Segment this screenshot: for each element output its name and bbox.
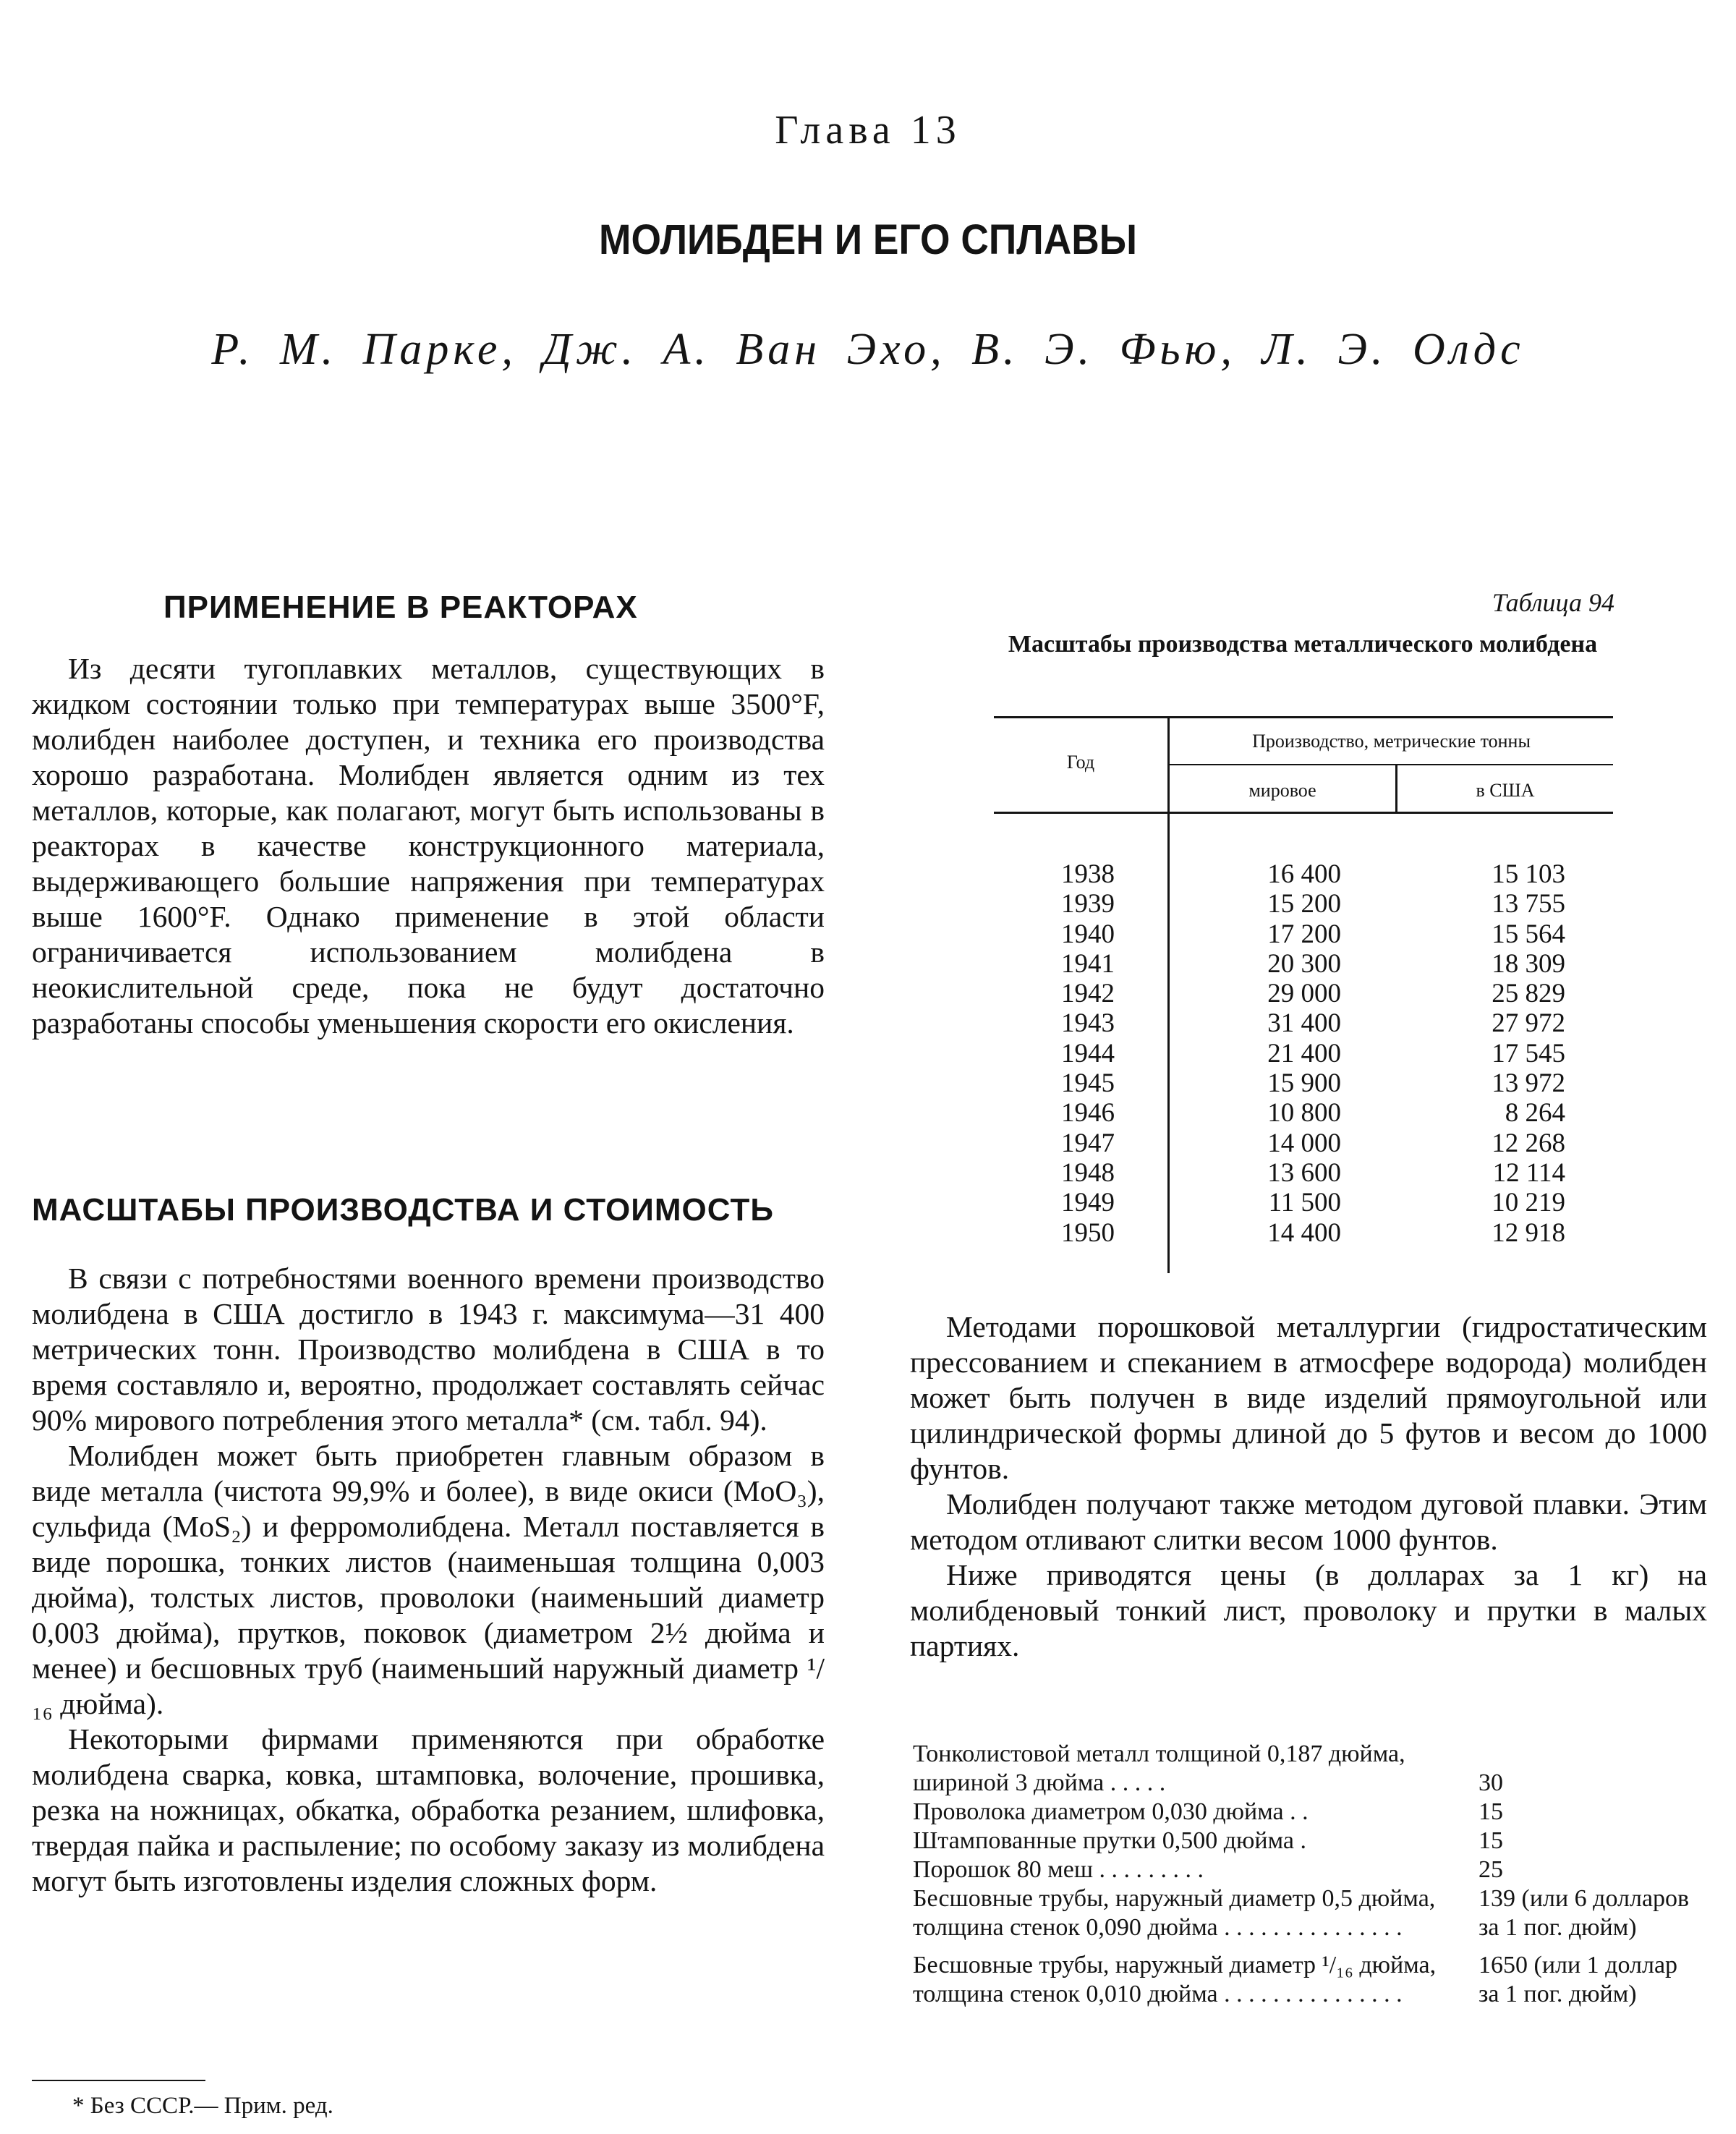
chapter-number: Глава 13: [775, 108, 961, 153]
table-cell-world: 16 400: [1267, 859, 1341, 889]
table-cell-world: 17 200: [1267, 919, 1341, 949]
table-cell-usa: 8 264: [1505, 1098, 1565, 1128]
price-item: Бесшовные трубы, наружный диаметр 0,5 дюйма, толщина стенок 0,090 дюйма . . . . . . . . . . . . . . .: [913, 1885, 1436, 1941]
table-cell-usa: 12 918: [1492, 1217, 1565, 1248]
table-cell-world: 31 400: [1267, 1008, 1341, 1039]
price-row: [913, 1884, 1709, 1942]
price-list: [913, 1740, 1709, 2009]
table-cell-world: 10 800: [1267, 1098, 1341, 1128]
table-cell-usa: 25 829: [1492, 979, 1565, 1009]
table-rule-header: [994, 812, 1613, 814]
price-value: 15: [1478, 1827, 1503, 1854]
price-row: [913, 1827, 1709, 1855]
table-cell-year: 1941: [1061, 948, 1115, 979]
table-cell-world: 20 300: [1267, 948, 1341, 979]
table-cell-usa: 15 103: [1492, 859, 1565, 889]
price-item: Штампованные прутки 0,500 дюйма .: [913, 1827, 1306, 1854]
table-cell-year: 1949: [1061, 1188, 1115, 1218]
table-cell-usa: 13 972: [1492, 1068, 1565, 1099]
column-header-year: Год: [1066, 752, 1095, 773]
footnote: * Без СССР.— Прим. ред.: [72, 2093, 333, 2119]
table-cell-world: 15 900: [1267, 1068, 1341, 1099]
paragraph: Молибден может быть приобретен главным образом в виде металла (чистота 99,9% и более), в виде окиси (MoO₃), сульфида (MoS₂) и ферромолибдена. Металл поставляется в виде порошка, тонких листов (наименьшая толщина 0,003 дюйма), толстых листов, проволоки (наименьший диаметр 0,003 дюйма), прутков, поковок (диаметром 2½ дюйма и менее) и бесшовных труб (наименьший наружный диаметр ¹/₁₆ дюйма).: [32, 1439, 825, 1720]
table-cell-world: 11 500: [1268, 1188, 1341, 1218]
section-production-body: [32, 1261, 825, 1899]
price-item: Тонколистовой металл толщиной 0,187 дюйма, шириной 3 дюйма . . . . .: [913, 1740, 1405, 1796]
table-cell-world: 14 400: [1267, 1217, 1341, 1248]
paragraph: Из десяти тугоплавких металлов, существующих в жидком состоянии только при температурах выше 3500°F, молибден наиболее доступен, и техника его производства хорошо разработана. Молибден является одним из тех металлов, которые, как полагают, могут быть использованы в реакторах в качестве конструкционного материала, выдерживающего большие напряжения при температурах выше 1600°F. Однако применение в этой области ограничивается использованием молибдена в неокислительной среде, пока не будут достаточно разработаны способы уменьшения скорости его окисления.: [32, 652, 825, 1040]
price-row: [913, 1740, 1709, 1798]
price-row: [913, 1798, 1709, 1827]
price-value: 30: [1478, 1769, 1503, 1796]
paragraph: Некоторыми фирмами применяются при обработке молибдена сварка, ковка, штамповка, волочение, прошивка, резка на ножницах, обкатка, обработка резанием, шлифовка, твердая пайка и распыление; по особому заказу из молибдена могут быть изготовлены изделия сложных форм.: [32, 1722, 825, 1897]
table-cell-year: 1942: [1061, 979, 1115, 1009]
section-reactors-body: [32, 651, 825, 1041]
table-cell-usa: 27 972: [1492, 1008, 1565, 1039]
price-value: 15: [1478, 1798, 1503, 1825]
table-cell-year: 1938: [1061, 859, 1115, 889]
table-cell-usa: 12 268: [1492, 1128, 1565, 1158]
table-cell-year: 1948: [1061, 1157, 1115, 1188]
table-cell-year: 1950: [1061, 1217, 1115, 1248]
column-header-usa: в США: [1476, 780, 1535, 801]
price-item: Проволока диаметром 0,030 дюйма . .: [913, 1798, 1309, 1825]
table-cell-world: 29 000: [1267, 979, 1341, 1009]
world-column: [1211, 859, 1341, 1248]
table-cell-year: 1940: [1061, 919, 1115, 949]
table-cell-world: 14 000: [1267, 1128, 1341, 1158]
table-cell-world: 15 200: [1267, 889, 1341, 919]
price-value: 1650 (или 1 доллар за 1 пог. дюйм): [1478, 1952, 1678, 2007]
paragraph: Ниже приводятся цены (в долларах за 1 кг) на молибденовый тонкий лист, проволоку и прутки в малых партиях.: [910, 1558, 1707, 1662]
paragraph: В связи с потребностями военного времени производство молибдена в США достигло в 1943 г. максимума—31 400 метрических тонн. Производство молибдена в США в то время составляло и, вероятно, продолжает составлять сейчас 90% мирового потребления этого металла* (см. табл. 94).: [32, 1262, 825, 1437]
authors: Р. М. Парке, Дж. А. Ван Эхо, В. Э. Фью, Л. Э. Олдс: [211, 325, 1525, 374]
column-header-production: Производство, метрические тонны: [1252, 731, 1531, 752]
price-item: Порошок 80 меш . . . . . . . . .: [913, 1856, 1204, 1883]
table-title: Масштабы производства металлического молибдена: [1008, 631, 1598, 658]
table-cell-year: 1943: [1061, 1008, 1115, 1039]
right-column-body: [910, 1309, 1707, 1664]
section-heading-production: МАСШТАБЫ ПРОИЗВОДСТВА И СТОИМОСТЬ: [32, 1192, 774, 1228]
paragraph: Молибден получают также методом дуговой плавки. Этим методом отливают слитки весом 1000 фунтов.: [910, 1487, 1707, 1556]
price-value: 139 (или 6 долларов за 1 пог. дюйм): [1478, 1885, 1690, 1941]
table-cell-year: 1947: [1061, 1128, 1115, 1158]
price-value: 25: [1478, 1856, 1503, 1883]
table-cell-usa: 18 309: [1492, 948, 1565, 979]
footnote-divider: [32, 2080, 205, 2081]
year-column: [1041, 859, 1135, 1248]
table-cell-usa: 15 564: [1492, 919, 1565, 949]
table-cell-usa: 12 114: [1492, 1157, 1565, 1188]
table-cell-world: 13 600: [1267, 1157, 1341, 1188]
column-header-world: мировое: [1248, 780, 1316, 801]
table-cell-year: 1946: [1061, 1098, 1115, 1128]
chapter-title: МОЛИБДЕН И ЕГО СПЛАВЫ: [598, 216, 1138, 263]
price-row: [913, 1855, 1709, 1884]
table-cell-world: 21 400: [1267, 1038, 1341, 1068]
paragraph: Методами порошковой металлургии (гидростатическим прессованием и спеканием в атмосфере водорода) молибден может быть получен в виде изделий прямоугольной или цилиндрической формы длиной до 5 футов и весом до 1000 фунтов.: [910, 1310, 1707, 1485]
table-label: Таблица 94: [1492, 588, 1614, 617]
table-rule-top: [994, 716, 1613, 718]
usa-column: [1428, 859, 1565, 1248]
table-cell-usa: 13 755: [1492, 889, 1565, 919]
price-item: Бесшовные трубы, наружный диаметр ¹/₁₆ дюйма, толщина стенок 0,010 дюйма . . . . . . . . . . . . . . .: [913, 1952, 1437, 2007]
table-cell-usa: 10 219: [1492, 1188, 1565, 1218]
price-row: [913, 1951, 1709, 2009]
table-rule-group: [1167, 764, 1613, 765]
table-cell-usa: 17 545: [1492, 1038, 1565, 1068]
table-cell-year: 1945: [1061, 1068, 1115, 1099]
table-cell-year: 1944: [1061, 1038, 1115, 1068]
table-cell-year: 1939: [1061, 889, 1115, 919]
section-heading-reactors: ПРИМЕНЕНИЕ В РЕАКТОРАХ: [163, 590, 638, 625]
production-table: [994, 716, 1613, 1273]
